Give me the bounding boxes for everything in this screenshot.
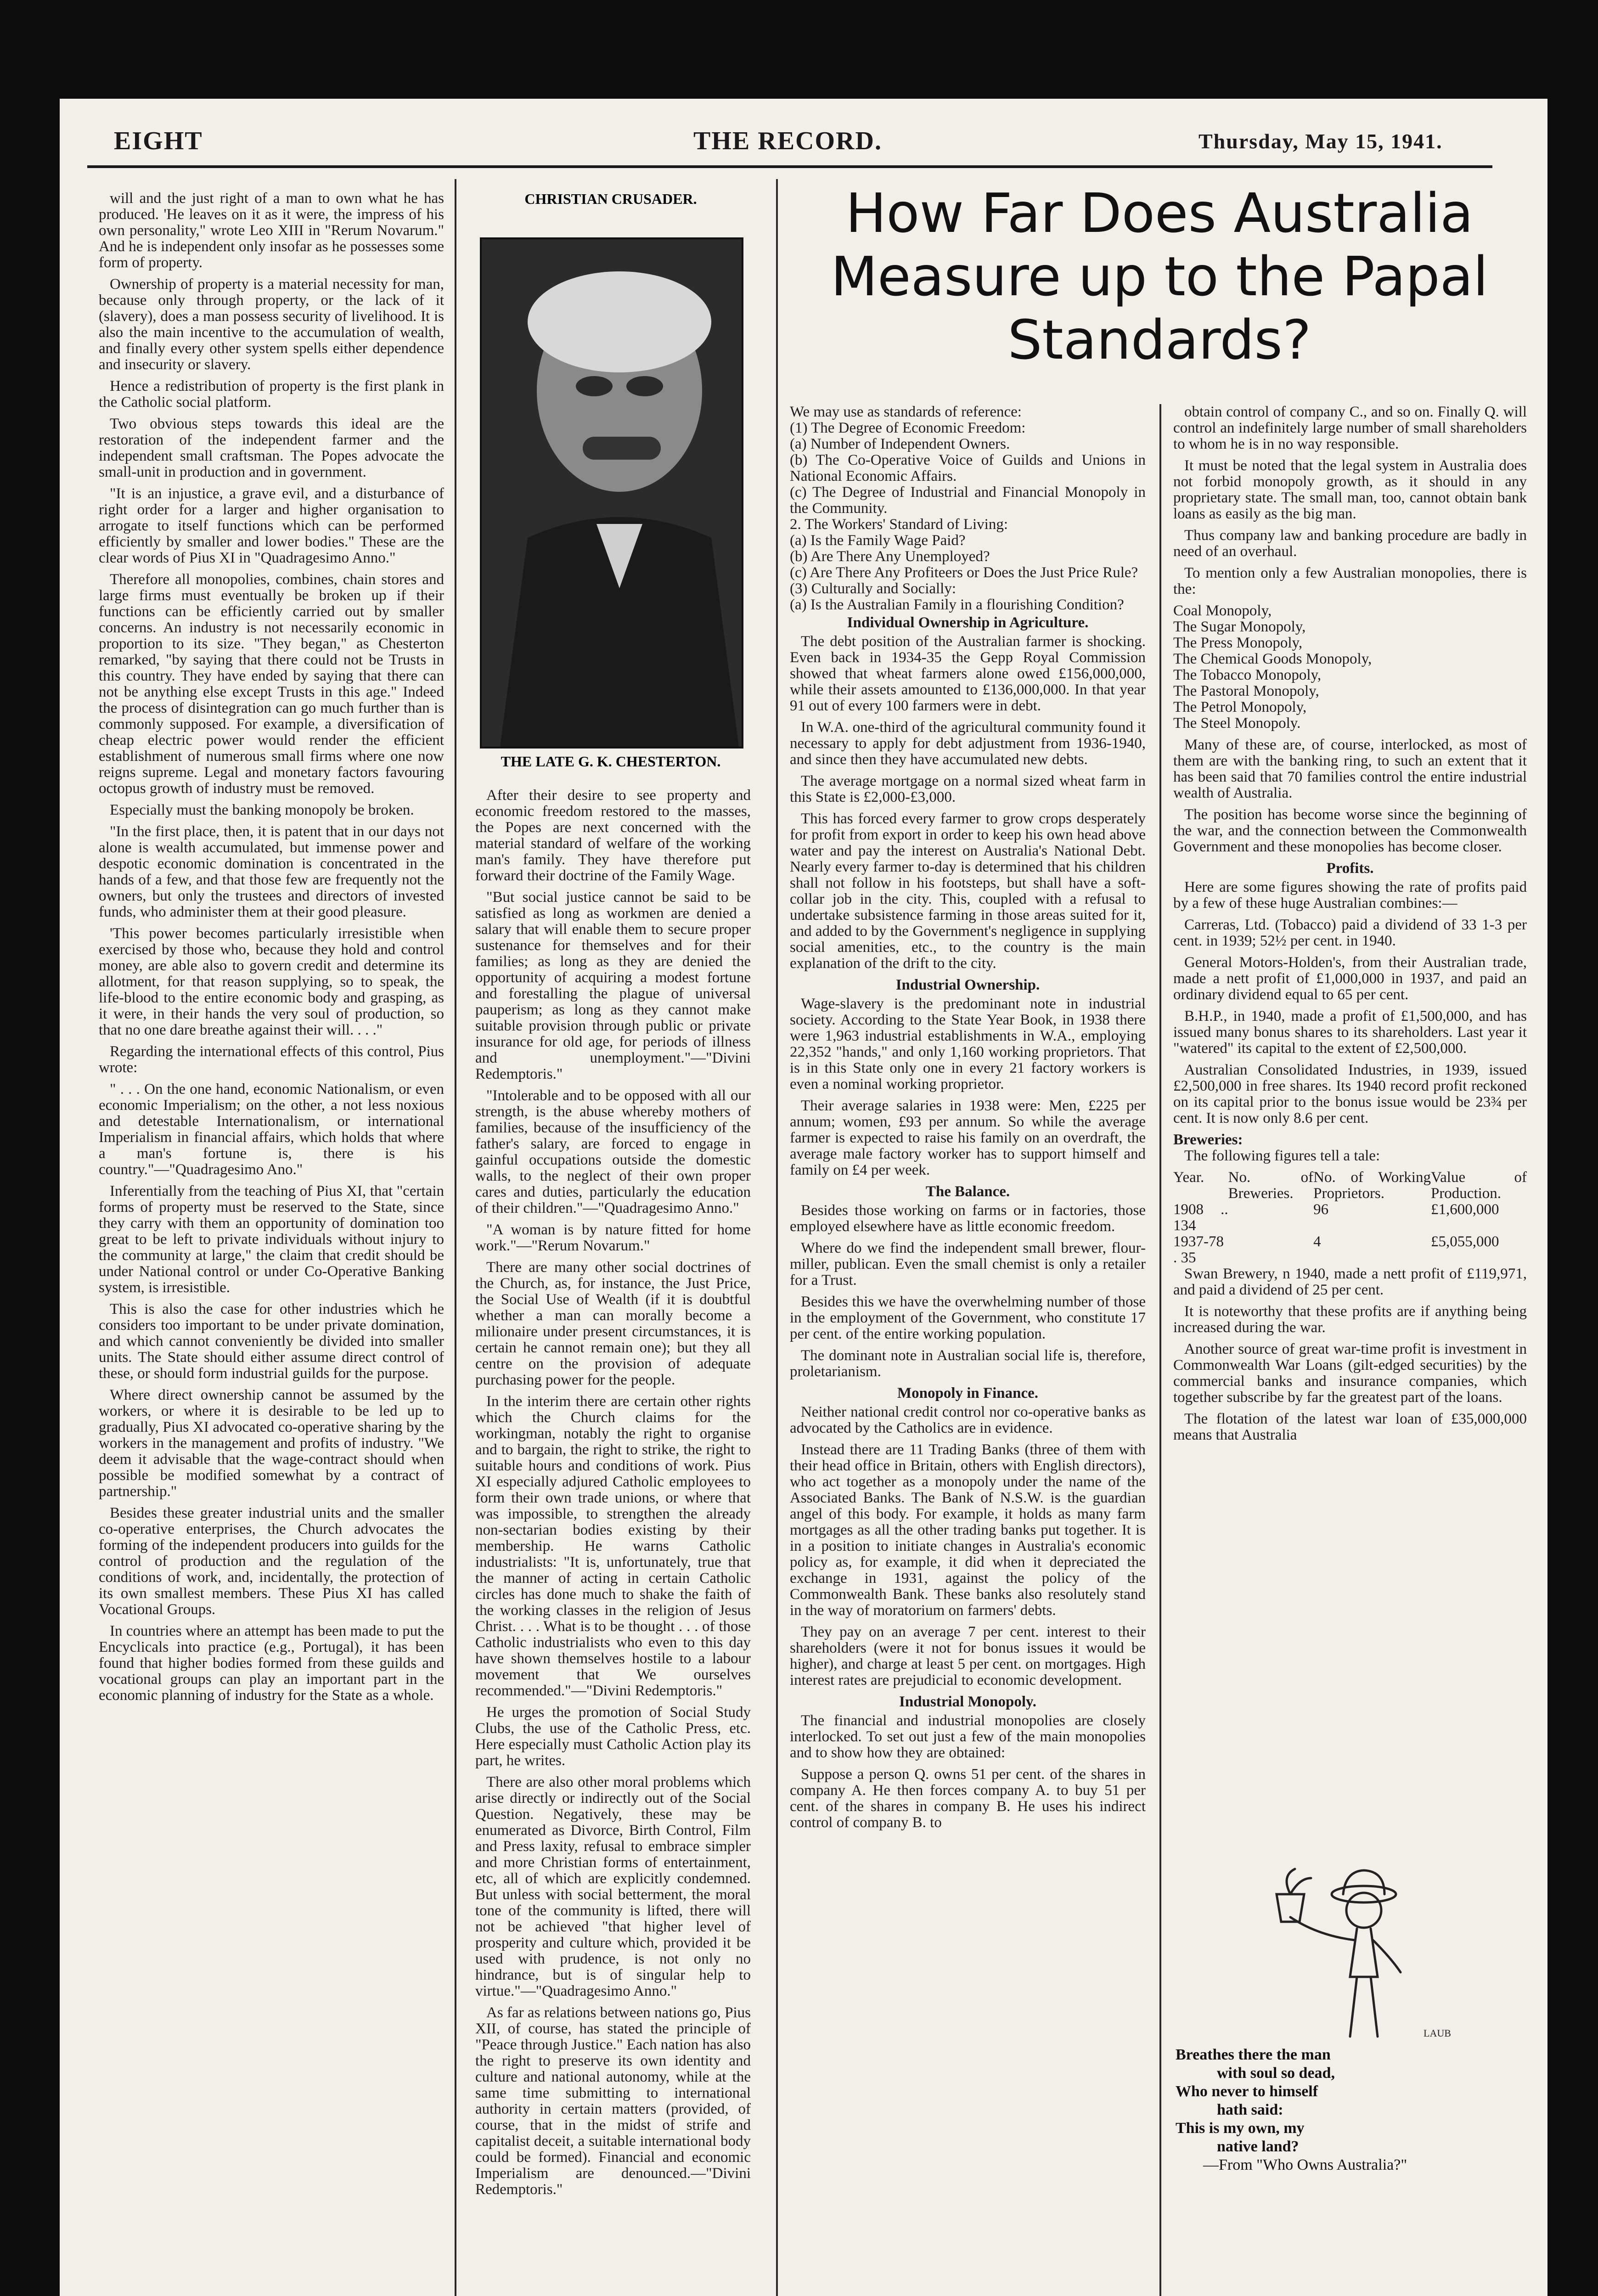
standard-item: (c) The Degree of Industrial and Financial Monopoly in the Community. xyxy=(790,484,1146,517)
standard-item: (b) Are There Any Unemployed? xyxy=(790,548,990,565)
monopoly-list-item: The Pastoral Monopoly, xyxy=(1173,683,1319,699)
header-rule xyxy=(87,165,1492,168)
table-header-cell: Value of Production. xyxy=(1430,1169,1527,1202)
breweries-table xyxy=(1173,1170,1527,1266)
monopoly-list-item: The Steel Monopoly. xyxy=(1173,715,1301,732)
table-cell: 96 xyxy=(1313,1201,1329,1218)
paragraph: Regarding the international effects of this control, Pius wrote: xyxy=(99,1043,444,1076)
standard-item: 2. The Workers' Standard of Living: xyxy=(790,516,1008,533)
paragraph: Where direct ownership cannot be assumed by the workers, or where it is desirable to be led up to gradually, Pius XI advocated co-operative sharing by the workers in the management and profits of industry. "We deem it advisable that the wage-contract should when possible be modified somewhat by a contract of partnership." xyxy=(99,1387,444,1500)
standard-item: (b) The Co-Operative Voice of Guilds and Unions in National Economic Affairs. xyxy=(790,452,1146,484)
paragraph: The flotation of the latest war loan of £35,000,000 means that Australia xyxy=(1173,1411,1527,1443)
monopoly-list-item: The Press Monopoly, xyxy=(1173,635,1303,651)
newspaper-name: THE RECORD. xyxy=(693,127,882,155)
paragraph: The dominant note in Australian social life is, therefore, proletarianism. xyxy=(790,1347,1146,1380)
caption-line: with soul so dead, xyxy=(1217,2065,1335,2082)
section-heading: Industrial Ownership. xyxy=(895,977,1040,993)
paragraph: Therefore all monopolies, combines, chain stores and large firms must eventually be broken up if their functions can be efficiently carried out by smaller concerns. An industry is not necessarily economic in proportion to its size. "They began," as Chesterton remarked, "by saying that there could not be Trusts in this country. They have ended by saying that there can not be anything else except Trusts in this age." Indeed the process of disintegration can go much further than is commonly supposed. For example, a diversification of cheap electric power would render the efficient establishment of numerous small firms where one now reigns supreme. Legal and monetary factors favouring octopus growth of industry must be removed. xyxy=(99,571,444,797)
section-heading: The Balance. xyxy=(925,1183,1010,1200)
section-heading: Individual Ownership in Agriculture. xyxy=(847,614,1089,631)
table-header-row xyxy=(1173,1170,1527,1202)
table-row xyxy=(1173,1234,1527,1266)
table-cell: £5,055,000 xyxy=(1430,1233,1499,1250)
section-heading: Monopoly in Finance. xyxy=(897,1385,1039,1401)
paragraph: The average mortgage on a normal sized wheat farm in this State is £2,000-£3,000. xyxy=(790,773,1146,805)
paragraph: Suppose a person Q. owns 51 per cent. of the shares in company A. He then forces company A. to buy 51 per cent. of the shares in company B. He uses his indirect control of company B. to xyxy=(790,1766,1146,1831)
paragraph: Especially must the banking monopoly be broken. xyxy=(110,802,414,818)
table-header-cell: Year. xyxy=(1173,1169,1204,1186)
paragraph: The position has become worse since the beginning of the war, and the connection between the Commonwealth Government and these monopolies has become closer. xyxy=(1173,806,1527,855)
table-cell xyxy=(1228,1202,1314,1234)
table-header-cell: No. of Breweries. xyxy=(1228,1169,1314,1202)
paragraph: The financial and industrial monopolies are closely interlocked. To set out just a few of the main monopolies and to show how they are obtained: xyxy=(790,1712,1146,1761)
paragraph: Their average salaries in 1938 were: Men, £225 per annum; women, £93 per annum. So while the average farmer is expected to raise his family on an overdraft, the average male factory worker has to support himself and family on £4 per week. xyxy=(790,1097,1146,1178)
paragraph: Australian Consolidated Industries, in 1939, issued £2,500,000 in free shares. Its 1940 record profit reckoned on its capital prior to the bonus issue would be 23¾ per cent. It is now only 8.6 per cent. xyxy=(1173,1062,1527,1126)
paragraph: Hence a redistribution of property is the first plank in the Catholic social platform. xyxy=(99,378,444,411)
section-heading: Industrial Monopoly. xyxy=(899,1694,1036,1710)
paragraph: The following figures tell a tale: xyxy=(1184,1148,1380,1164)
paragraph: 'This power becomes particularly irresistible when exercised by those who, because they hold and control money, are able also to govern credit and determine its allotment, for that reason supplying, so to speak, the life-blood to the entire economic body and grasping, as it were, in their hands the very soul of production, so that no one dare breathe against their will. . . ." xyxy=(99,925,444,1038)
paragraph: Thus company law and banking procedure are badly in need of an overhaul. xyxy=(1173,527,1527,560)
photo-caption: THE LATE G. K. CHESTERTON. xyxy=(501,753,721,770)
standard-item: We may use as standards of reference: xyxy=(790,404,1022,420)
paragraph: obtain control of company C., and so on. Finally Q. will control an indefinitely large number of small shareholders to whom he is in no way responsible. xyxy=(1173,404,1527,452)
cartoonist-signature: LAUB xyxy=(1424,2027,1451,2039)
monopoly-list-item: The Chemical Goods Monopoly, xyxy=(1173,651,1372,667)
paragraph: In countries where an attempt has been made to put the Encyclicals into practice (e.g., Portugal), it has been found that higher bodies formed from these guilds and vocational groups can play an important part in the economic planning of industry for the State as a whole. xyxy=(99,1623,444,1704)
paragraph: There are many other social doctrines of the Church, as, for instance, the Just Price, the Social Use of Wealth (if it is doubtful whether a man can morally become a milionaire under present circumstances, it is certain he cannot remain one); but they all centre on the provision of adequate purchasing power for the people. xyxy=(475,1259,751,1388)
table-header-cell: No. of Working Proprietors. xyxy=(1313,1169,1431,1202)
section-heading: Profits. xyxy=(1326,860,1374,877)
paragraph: "In the first place, then, it is patent that in our days not alone is wealth accumulated, but immense power and despotic economic domination is concentrated in the hands of a few, and that those few are frequently not the owners, but only the trustees and directors of invested funds, who administer them at their good pleasure. xyxy=(99,823,444,920)
paragraph: " . . . On the one hand, economic Nationalism, or even economic Imperialism; on the other, a not less noxious and detestable Internationalism, or international Imperialism in financial affairs, which holds that where a man's fortune is, there is his country."—"Quadragesimo Ano." xyxy=(99,1081,444,1178)
page-number: EIGHT xyxy=(114,127,203,155)
table-cell xyxy=(1228,1234,1314,1266)
paragraph: will and the just right of a man to own what he has produced. 'He leaves on it as it were, the impress of his own personality," wrote Leo XIII in "Rerum Novarum." And he is independent only insofar as he possesses some form of property. xyxy=(99,191,444,271)
paragraph: Inferentially from the teaching of Pius XI, that "certain forms of property must be reserved to the State, since they carry with them an opportunity of domination too great to be left to private individuals without injury to the community at large," the claim that credit should be under National control or under Co-Operative Banking system, is irresistible. xyxy=(99,1183,444,1296)
standard-item: (a) Is the Family Wage Paid? xyxy=(790,532,966,549)
section-heading: Breweries: xyxy=(1173,1131,1243,1148)
paragraph: Wage-slavery is the predominant note in industrial society. According to the State Year Book, in 1938 there were 1,963 industrial establishments in W.A., employing 22,352 "hands," and only 1,160 working proprietors. That is in this State only one in every 21 factory workers is even a nominal working proprietor. xyxy=(790,996,1146,1092)
caption-line: Who never to himself xyxy=(1176,2083,1318,2100)
caption-line: hath said: xyxy=(1217,2101,1283,2118)
paragraph: "It is an injustice, a grave evil, and a disturbance of right order for a larger and higher organisation to arrogate to itself functions which can be performed efficiently by smaller and lower bodies." These are the clear words of Pius XI in "Quadragesimo Anno." xyxy=(99,485,444,566)
monopoly-list-item: The Petrol Monopoly, xyxy=(1173,699,1307,715)
paragraph: Besides those working on farms or in factories, those employed elsewhere have as little economic freedom. xyxy=(790,1202,1146,1235)
paragraph: This has forced every farmer to grow crops desperately for profit from export in order to keep his own head above water and pay the interest on Australia's National Debt. Nearly every farmer to-day is determined that his children shall not follow in his footsteps, but shall have a soft-collar job in the city. This, coupled with a refusal to undertake subsistence farming in those areas suited for it, and added to by the Government's negligence in supplying social amenities, etc., to the country is the main explanation of the drift to the city. xyxy=(790,810,1146,972)
column-rule-3 xyxy=(1159,404,1161,2296)
paragraph: There are also other moral problems which arise directly or indirectly out of the Social Question. Negatively, these may be enumerated as Divorce, Birth Control, Film and Press laxity, refusal to embrace simpler and more Christian forms of entertainment, etc, all of which are explicitly condemned. But unless with social betterment, the moral tone of the community is lifted, there will not be achieved "that higher level of prosperity and culture which, provided it be used with prudence, is not only no hindrance, but is of singular help to virtue."—"Quadragesimo Anno." xyxy=(475,1774,751,1999)
column-4 xyxy=(1173,404,1527,1874)
column-rule-2 xyxy=(776,179,778,2296)
column-2 xyxy=(475,788,751,2296)
paragraph: Many of these are, of course, interlocked, as most of them are with the banking ring, to such an extent that it has been said that 70 families control the entire industrial wealth of Australia. xyxy=(1173,737,1527,801)
paragraph: Ownership of property is a material necessity for man, because only through property, or the lack of it (slavery), does a man possess security of livelihood. It is also the main incentive to the accumulation of wealth, and finally every other system spells either dependence and insecurity or slavery. xyxy=(99,276,444,373)
monopoly-list-item: Coal Monopoly, xyxy=(1173,602,1272,619)
chesterton-photo xyxy=(480,237,743,748)
column-3 xyxy=(790,404,1146,2296)
paragraph: "Intolerable and to be opposed with all our strength, is the abuse whereby mothers of families, because of the insufficiency of the father's salary, are forced to engage in gainful occupations outside the domestic walls, to the neglect of their own proper cares and duties, particularly the education of their children."—"Quadragesimo Anno." xyxy=(475,1087,751,1216)
paragraph: Another source of great war-time profit is investment in Commonwealth War Loans (gilt-edged securities) by the commercial banks and insurance companies, which together subscribe by far the greatest part of the loans. xyxy=(1173,1341,1527,1406)
paragraph: In W.A. one-third of the agricultural community found it necessary to apply for debt adjustment from 1936-1940, and since then they have accumulated new debts. xyxy=(790,719,1146,768)
standard-item: (3) Culturally and Socially: xyxy=(790,580,957,597)
paragraph: Carreras, Ltd. (Tobacco) paid a dividend of 33 1-3 per cent. in 1939; 52½ per cent. in 1940. xyxy=(1173,917,1527,949)
cartoon-illustration xyxy=(1226,1867,1483,2041)
paragraph: "But social justice cannot be said to be satisfied as long as workmen are denied a salary that will enable them to secure proper sustenance for themselves and for their families; as long as they are denied the opportunity of acquiring a modest fortune and forestalling the plague of universal pauperism; as long as they cannot make suitable provision through public or private insurance for old age, for periods of illness and unemployment."—"Divini Redemptoris." xyxy=(475,889,751,1082)
caption-line: This is my own, my xyxy=(1176,2120,1305,2137)
paragraph: He urges the promotion of Social Study Clubs, the use of the Catholic Press, etc. Here especially must Catholic Action play its part, he writes. xyxy=(475,1704,751,1769)
paragraph: Neither national credit control nor co-operative banks as advocated by the Catholics are in evidence. xyxy=(790,1404,1146,1436)
column-1 xyxy=(99,191,444,2296)
monopoly-list-item: The Tobacco Monopoly, xyxy=(1173,667,1322,683)
standard-item: (a) Is the Australian Family in a flourishing Condition? xyxy=(790,597,1124,613)
table-cell: £1,600,000 xyxy=(1430,1201,1499,1218)
caption-line: Breathes there the man xyxy=(1176,2046,1331,2063)
newspaper-page xyxy=(60,99,1547,2296)
paragraph: It is noteworthy that these profits are if anything being increased during the war. xyxy=(1173,1303,1527,1336)
paragraph: It must be noted that the legal system in Australia does not forbid monopoly growth, as it should in any proprietary state. The small man, too, cannot obtain bank loans as easily as the big man. xyxy=(1173,457,1527,522)
table-row xyxy=(1173,1202,1527,1234)
photo-title: CHRISTIAN CRUSADER. xyxy=(524,191,697,207)
table-cell: 1908 .. 134 xyxy=(1173,1201,1228,1234)
headline: How Far Does Australia Measure up to the Papal Standards? xyxy=(831,181,1488,371)
paragraph: In the interim there are certain other rights which the Church claims for the workingman, notably the right to organise and to bargain, the right to strike, the right to suitable hours and conditions of work. Pius XI especially adjured Catholic employees to form their own trade unions, or where that was impossible, to strengthen the already non-sectarian bodies existing by their membership. He warns Catholic industrialists: "It is, unfortunately, true that the manner of acting in certain Catholic circles has done much to shake the faith of the working classes in the religion of Jesus Christ. . . . What is to be thought . . . of those Catholic industrialists who even to this day have shown themselves hostile to a labour movement that We ourselves recommended."—"Divini Redemptoris." xyxy=(475,1393,751,1699)
paragraph: The debt position of the Australian farmer is shocking. Even back in 1934-35 the Gepp Royal Commission showed that wheat farmers alone owed £156,000,000, while their assets amounted to £136,000,000. In that year 91 out of every 100 farmers were in debt. xyxy=(790,633,1146,714)
table-cell: 1937-78 . 35 xyxy=(1173,1233,1224,1266)
paragraph: General Motors-Holden's, from their Australian trade, made a nett profit of £1,000,000 in 1937, and paid an ordinary dividend equal to 65 per cent. xyxy=(1173,954,1527,1003)
paragraph: Swan Brewery, n 1940, made a nett profit of £119,971, and paid a dividend of 25 per cent. xyxy=(1173,1266,1527,1298)
paragraph: After their desire to see property and economic freedom restored to the masses, the Popes are next concerned with the material standard of welfare of the working man's family. They have therefore put forward their doctrine of the Family Wage. xyxy=(475,788,751,884)
issue-date: Thursday, May 15, 1941. xyxy=(1198,129,1443,153)
column-rule-1 xyxy=(455,179,456,2296)
caption-line: native land? xyxy=(1217,2138,1299,2155)
caption-line: —From "Who Owns Australia?" xyxy=(1203,2156,1407,2173)
paragraph: B.H.P., in 1940, made a profit of £1,500,000, and has issued many bonus shares to its shareholders. Last year it "watered" its capital to the extent of £2,500,000. xyxy=(1173,1008,1527,1057)
paragraph: Instead there are 11 Trading Banks (three of them with their head office in Britain, others with English directors), who act together as a monopoly under the name of the Associated Banks. The Bank of N.S.W. is the guardian angel of this body. For example, it holds as many farm mortgages as all the other trading banks put together. It is in a position to initiate changes in Australia's economic policy as, for example, it did when it depreciated the exchange in 1931, against the policy of the Commonwealth Bank. These banks also resolutely stand in the way of moratorium on farmers' debts. xyxy=(790,1441,1146,1619)
standard-item: (1) The Degree of Economic Freedom: xyxy=(790,420,1026,436)
monopoly-list-item: The Sugar Monopoly, xyxy=(1173,619,1306,635)
paragraph: Besides this we have the overwhelming number of those in the employment of the Government, who constitute 17 per cent. of the entire working population. xyxy=(790,1294,1146,1342)
paragraph: Besides these greater industrial units and the smaller co-operative enterprises, the Church advocates the forming of the independent producers into guilds for the control of production and the regulation of the conditions of work, and, incidentally, the protection of its own smallest members. These Pius XI has called Vocational Groups. xyxy=(99,1505,444,1618)
paragraph: Where do we find the independent small brewer, flour-miller, publican. Even the small chemist is only a retailer for a Trust. xyxy=(790,1240,1146,1289)
paragraph: As far as relations between nations go, Pius XII, of course, has stated the principle of "Peace through Justice." Each nation has also the right to preserve its own identity and culture and national autonomy, while at the same time submitting to international authority in certain matters (provided, of course, that in the midst of strife and capitalist deceit, a suitable international body could be formed). Financial and economic Imperialism are denounced.—"Divini Redemptoris." xyxy=(475,2004,751,2198)
paragraph: "A woman is by nature fitted for home work."—"Rerum Novarum." xyxy=(475,1221,751,1254)
paragraph: To mention only a few Australian monopolies, there is the: xyxy=(1173,565,1527,597)
standard-item: (a) Number of Independent Owners. xyxy=(790,436,1010,452)
paragraph: Here are some figures showing the rate of profits paid by a few of these huge Australian combines:— xyxy=(1173,879,1527,912)
table-cell: 4 xyxy=(1313,1233,1321,1250)
paragraph: Two obvious steps towards this ideal are the restoration of the independent farmer and the independent small craftsman. The Popes advocate the small-unit in production and in government. xyxy=(99,416,444,480)
cartoon-caption xyxy=(1176,2046,1525,2174)
paragraph: They pay on an average 7 per cent. interest to their shareholders (were it not for bonus issues it would be higher), and charge at least 5 per cent. on mortgages. High interest rates are prejudicial to economic development. xyxy=(790,1624,1146,1688)
paragraph: This is also the case for other industries which he considers too important to be under private domination, and which cannot conveniently be divided into smaller units. The State should either assume direct control of these, or should form industrial guilds for the purpose. xyxy=(99,1301,444,1382)
standard-item: (c) Are There Any Profiteers or Does the Just Price Rule? xyxy=(790,564,1138,581)
